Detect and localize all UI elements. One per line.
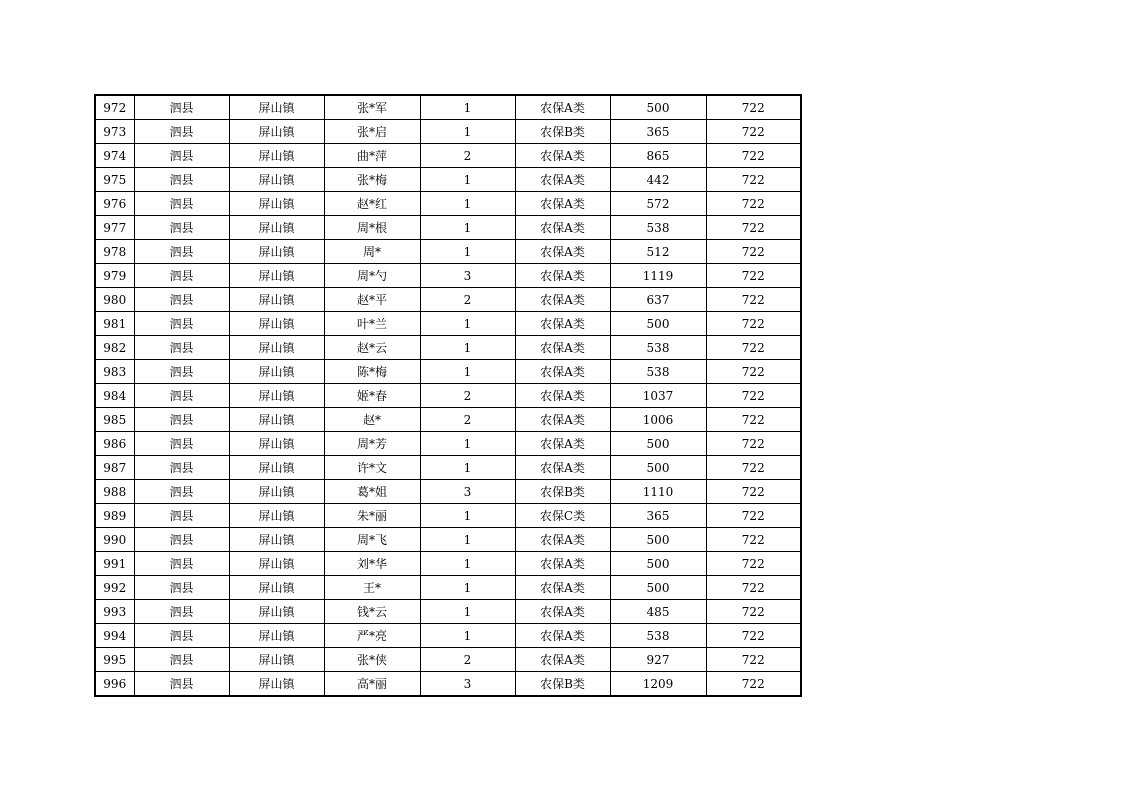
row-number-cell: 980: [95, 288, 134, 312]
standard-cell: 722: [706, 504, 801, 528]
town-cell: 屏山镇: [229, 624, 324, 648]
town-cell: 屏山镇: [229, 552, 324, 576]
household-size-cell: 1: [420, 552, 515, 576]
town-cell: 屏山镇: [229, 312, 324, 336]
row-number-cell: 975: [95, 168, 134, 192]
table-row: [95, 552, 801, 576]
row-number-cell: 985: [95, 408, 134, 432]
amount-cell: 538: [610, 624, 706, 648]
amount-cell: 538: [610, 216, 706, 240]
name-cell: 周*根: [324, 216, 420, 240]
insurance-type-cell: 农保A类: [515, 576, 610, 600]
standard-cell: 722: [706, 192, 801, 216]
name-cell: 姬*春: [324, 384, 420, 408]
household-size-cell: 1: [420, 576, 515, 600]
row-number-cell: 977: [95, 216, 134, 240]
amount-cell: 1006: [610, 408, 706, 432]
name-cell: 严*亮: [324, 624, 420, 648]
amount-cell: 500: [610, 312, 706, 336]
insurance-type-cell: 农保A类: [515, 624, 610, 648]
town-cell: 屏山镇: [229, 240, 324, 264]
amount-cell: 1037: [610, 384, 706, 408]
town-cell: 屏山镇: [229, 216, 324, 240]
standard-cell: 722: [706, 432, 801, 456]
name-cell: 周*勺: [324, 264, 420, 288]
household-size-cell: 1: [420, 600, 515, 624]
table-row: [95, 336, 801, 360]
town-cell: 屏山镇: [229, 576, 324, 600]
data-table: [94, 94, 802, 697]
town-cell: 屏山镇: [229, 456, 324, 480]
name-cell: 张*侠: [324, 648, 420, 672]
table-row: [95, 504, 801, 528]
name-cell: 高*丽: [324, 672, 420, 697]
county-cell: 泗县: [134, 312, 229, 336]
row-number-cell: 993: [95, 600, 134, 624]
county-cell: 泗县: [134, 360, 229, 384]
county-cell: 泗县: [134, 552, 229, 576]
county-cell: 泗县: [134, 480, 229, 504]
amount-cell: 572: [610, 192, 706, 216]
row-number-cell: 974: [95, 144, 134, 168]
household-size-cell: 1: [420, 216, 515, 240]
table-row: [95, 288, 801, 312]
household-size-cell: 3: [420, 672, 515, 697]
standard-cell: 722: [706, 648, 801, 672]
name-cell: 张*军: [324, 95, 420, 120]
town-cell: 屏山镇: [229, 336, 324, 360]
standard-cell: 722: [706, 672, 801, 697]
household-size-cell: 1: [420, 312, 515, 336]
county-cell: 泗县: [134, 168, 229, 192]
table-row: [95, 240, 801, 264]
table-row: [95, 264, 801, 288]
amount-cell: 512: [610, 240, 706, 264]
amount-cell: 442: [610, 168, 706, 192]
insurance-type-cell: 农保A类: [515, 240, 610, 264]
name-cell: 葛*姐: [324, 480, 420, 504]
household-size-cell: 1: [420, 456, 515, 480]
insurance-type-cell: 农保A类: [515, 456, 610, 480]
table-row: [95, 432, 801, 456]
insurance-type-cell: 农保A类: [515, 192, 610, 216]
amount-cell: 500: [610, 456, 706, 480]
table-row: [95, 168, 801, 192]
row-number-cell: 973: [95, 120, 134, 144]
table-row: [95, 408, 801, 432]
household-size-cell: 3: [420, 264, 515, 288]
row-number-cell: 996: [95, 672, 134, 697]
town-cell: 屏山镇: [229, 528, 324, 552]
household-size-cell: 2: [420, 288, 515, 312]
table-row: [95, 120, 801, 144]
table-row: [95, 95, 801, 120]
county-cell: 泗县: [134, 528, 229, 552]
town-cell: 屏山镇: [229, 600, 324, 624]
household-size-cell: 1: [420, 95, 515, 120]
amount-cell: 1110: [610, 480, 706, 504]
standard-cell: 722: [706, 360, 801, 384]
row-number-cell: 994: [95, 624, 134, 648]
standard-cell: 722: [706, 384, 801, 408]
insurance-type-cell: 农保A类: [515, 528, 610, 552]
county-cell: 泗县: [134, 192, 229, 216]
county-cell: 泗县: [134, 456, 229, 480]
standard-cell: 722: [706, 624, 801, 648]
name-cell: 张*梅: [324, 168, 420, 192]
county-cell: 泗县: [134, 120, 229, 144]
amount-cell: 500: [610, 528, 706, 552]
table-row: [95, 312, 801, 336]
town-cell: 屏山镇: [229, 384, 324, 408]
row-number-cell: 987: [95, 456, 134, 480]
table-row: [95, 192, 801, 216]
standard-cell: 722: [706, 120, 801, 144]
town-cell: 屏山镇: [229, 360, 324, 384]
table-row: [95, 576, 801, 600]
standard-cell: 722: [706, 240, 801, 264]
household-size-cell: 1: [420, 336, 515, 360]
insurance-type-cell: 农保A类: [515, 168, 610, 192]
household-size-cell: 2: [420, 648, 515, 672]
town-cell: 屏山镇: [229, 192, 324, 216]
town-cell: 屏山镇: [229, 648, 324, 672]
town-cell: 屏山镇: [229, 95, 324, 120]
row-number-cell: 992: [95, 576, 134, 600]
amount-cell: 500: [610, 432, 706, 456]
insurance-type-cell: 农保A类: [515, 144, 610, 168]
standard-cell: 722: [706, 95, 801, 120]
county-cell: 泗县: [134, 216, 229, 240]
amount-cell: 637: [610, 288, 706, 312]
name-cell: 朱*丽: [324, 504, 420, 528]
table-row: [95, 624, 801, 648]
household-size-cell: 2: [420, 144, 515, 168]
county-cell: 泗县: [134, 264, 229, 288]
amount-cell: 865: [610, 144, 706, 168]
standard-cell: 722: [706, 480, 801, 504]
household-size-cell: 2: [420, 384, 515, 408]
town-cell: 屏山镇: [229, 288, 324, 312]
insurance-type-cell: 农保A类: [515, 216, 610, 240]
name-cell: 许*文: [324, 456, 420, 480]
insurance-type-cell: 农保B类: [515, 120, 610, 144]
standard-cell: 722: [706, 456, 801, 480]
town-cell: 屏山镇: [229, 264, 324, 288]
name-cell: 曲*萍: [324, 144, 420, 168]
row-number-cell: 988: [95, 480, 134, 504]
table-row: [95, 144, 801, 168]
standard-cell: 722: [706, 600, 801, 624]
row-number-cell: 990: [95, 528, 134, 552]
standard-cell: 722: [706, 168, 801, 192]
county-cell: 泗县: [134, 288, 229, 312]
amount-cell: 538: [610, 360, 706, 384]
standard-cell: 722: [706, 528, 801, 552]
table-row: [95, 648, 801, 672]
name-cell: 钱*云: [324, 600, 420, 624]
amount-cell: 365: [610, 120, 706, 144]
row-number-cell: 982: [95, 336, 134, 360]
row-number-cell: 989: [95, 504, 134, 528]
town-cell: 屏山镇: [229, 168, 324, 192]
name-cell: 赵*红: [324, 192, 420, 216]
standard-cell: 722: [706, 552, 801, 576]
row-number-cell: 981: [95, 312, 134, 336]
amount-cell: 365: [610, 504, 706, 528]
standard-cell: 722: [706, 288, 801, 312]
insurance-type-cell: 农保C类: [515, 504, 610, 528]
insurance-type-cell: 农保A类: [515, 432, 610, 456]
standard-cell: 722: [706, 336, 801, 360]
amount-cell: 485: [610, 600, 706, 624]
standard-cell: 722: [706, 576, 801, 600]
county-cell: 泗县: [134, 648, 229, 672]
amount-cell: 500: [610, 552, 706, 576]
amount-cell: 500: [610, 576, 706, 600]
row-number-cell: 991: [95, 552, 134, 576]
town-cell: 屏山镇: [229, 672, 324, 697]
county-cell: 泗县: [134, 384, 229, 408]
town-cell: 屏山镇: [229, 504, 324, 528]
insurance-type-cell: 农保B类: [515, 672, 610, 697]
table-row: [95, 384, 801, 408]
county-cell: 泗县: [134, 576, 229, 600]
household-size-cell: 1: [420, 528, 515, 552]
name-cell: 王*: [324, 576, 420, 600]
household-size-cell: 1: [420, 360, 515, 384]
row-number-cell: 976: [95, 192, 134, 216]
household-size-cell: 1: [420, 504, 515, 528]
household-size-cell: 1: [420, 432, 515, 456]
amount-cell: 538: [610, 336, 706, 360]
insurance-type-cell: 农保B类: [515, 480, 610, 504]
name-cell: 赵*: [324, 408, 420, 432]
county-cell: 泗县: [134, 672, 229, 697]
row-number-cell: 972: [95, 95, 134, 120]
town-cell: 屏山镇: [229, 120, 324, 144]
table-row: [95, 456, 801, 480]
amount-cell: 1119: [610, 264, 706, 288]
insurance-type-cell: 农保A类: [515, 600, 610, 624]
town-cell: 屏山镇: [229, 432, 324, 456]
standard-cell: 722: [706, 312, 801, 336]
table-row: [95, 216, 801, 240]
standard-cell: 722: [706, 144, 801, 168]
insurance-type-cell: 农保A类: [515, 312, 610, 336]
row-number-cell: 979: [95, 264, 134, 288]
row-number-cell: 978: [95, 240, 134, 264]
town-cell: 屏山镇: [229, 480, 324, 504]
household-size-cell: 1: [420, 624, 515, 648]
table-row: [95, 480, 801, 504]
county-cell: 泗县: [134, 600, 229, 624]
name-cell: 周*芳: [324, 432, 420, 456]
table-body: [95, 95, 801, 696]
insurance-type-cell: 农保A类: [515, 288, 610, 312]
standard-cell: 722: [706, 408, 801, 432]
insurance-type-cell: 农保A类: [515, 360, 610, 384]
insurance-type-cell: 农保A类: [515, 384, 610, 408]
amount-cell: 927: [610, 648, 706, 672]
county-cell: 泗县: [134, 624, 229, 648]
insurance-type-cell: 农保A类: [515, 648, 610, 672]
county-cell: 泗县: [134, 95, 229, 120]
name-cell: 叶*兰: [324, 312, 420, 336]
name-cell: 赵*平: [324, 288, 420, 312]
amount-cell: 1209: [610, 672, 706, 697]
name-cell: 周*: [324, 240, 420, 264]
household-size-cell: 2: [420, 408, 515, 432]
name-cell: 赵*云: [324, 336, 420, 360]
household-size-cell: 1: [420, 168, 515, 192]
row-number-cell: 983: [95, 360, 134, 384]
county-cell: 泗县: [134, 408, 229, 432]
insurance-type-cell: 农保A类: [515, 336, 610, 360]
household-size-cell: 1: [420, 120, 515, 144]
insurance-type-cell: 农保A类: [515, 408, 610, 432]
county-cell: 泗县: [134, 144, 229, 168]
household-size-cell: 3: [420, 480, 515, 504]
name-cell: 周*飞: [324, 528, 420, 552]
insurance-type-cell: 农保A类: [515, 264, 610, 288]
county-cell: 泗县: [134, 504, 229, 528]
county-cell: 泗县: [134, 432, 229, 456]
county-cell: 泗县: [134, 240, 229, 264]
name-cell: 陈*梅: [324, 360, 420, 384]
town-cell: 屏山镇: [229, 144, 324, 168]
table-row: [95, 528, 801, 552]
row-number-cell: 995: [95, 648, 134, 672]
table-row: [95, 600, 801, 624]
row-number-cell: 984: [95, 384, 134, 408]
amount-cell: 500: [610, 95, 706, 120]
name-cell: 刘*华: [324, 552, 420, 576]
insurance-type-cell: 农保A类: [515, 552, 610, 576]
standard-cell: 722: [706, 264, 801, 288]
row-number-cell: 986: [95, 432, 134, 456]
table-row: [95, 672, 801, 697]
household-size-cell: 1: [420, 240, 515, 264]
household-size-cell: 1: [420, 192, 515, 216]
name-cell: 张*启: [324, 120, 420, 144]
standard-cell: 722: [706, 216, 801, 240]
county-cell: 泗县: [134, 336, 229, 360]
insurance-type-cell: 农保A类: [515, 95, 610, 120]
town-cell: 屏山镇: [229, 408, 324, 432]
table-row: [95, 360, 801, 384]
